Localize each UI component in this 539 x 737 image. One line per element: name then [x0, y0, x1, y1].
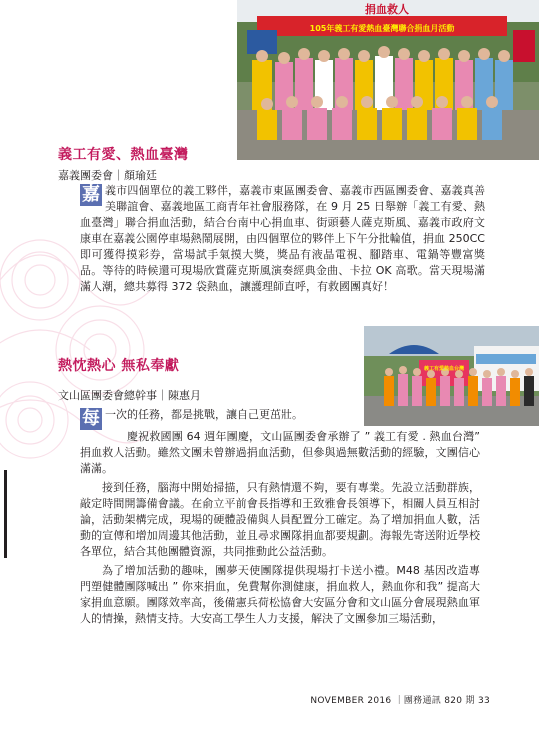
article2-first-line: 一次的任務，都是挑戰，讓自己更茁壯。	[105, 408, 303, 421]
article2-paragraph-3: 為了增加活動的趣味，團夢天使團隊提供現場打卡送小禮。M48 基因改造專門塑健體團隊喊出 ” 你來捐血，免費幫你測健康，捐血救人，熱血你和我” 提高大家捐血意願。團隊效率高，後備憲兵荷松協會大安區分會和文山區分會展現熱血軍人的情操，熱情支持。大安高工學生人力支援，解決了文團參加三場活動，	[80, 564, 480, 625]
margin-rule	[4, 470, 7, 558]
article1-dropcap: 嘉	[82, 184, 100, 205]
page-footer: NOVEMBER 2016 ｜團務通訊 820 期 33	[310, 696, 490, 706]
article2-paragraph-2: 接到任務，腦海中開始掃描，只有熱情還不夠，要有專業。先設立活動群族，敲定時間開籌備會議。在俞立平前會長指導和王致雅會長領導下，相關人員互相討論，活動架構完成，現場的硬體設備與人員配置分工確定。為了增加捐血人數，活動的宣傳和增加周邊其他活動，並且尋求團隊捐血都要規劃。海報先寄送附近學校各單位，結合其他團體資源，共同推動此公益活動。	[80, 481, 480, 558]
photo2-banner-text: 義工有愛熱血台灣	[423, 366, 465, 372]
photo1-banner-text: 105年義工有愛熱血臺灣聯合捐血月活動	[309, 24, 455, 33]
article2-title: 熱忱熱心 無私奉獻	[58, 358, 180, 374]
article2-paragraph-1: 慶祝救國團 64 週年團慶，文山區團委會承辦了 ” 義工有愛 . 熱血台灣” 捐血救人活動。雖然文團未曾辦過捐血活動，但參與過無數活動的經驗，文團信心滿滿。	[80, 430, 480, 475]
photo1-header-text: 捐血救人	[365, 3, 409, 16]
article1-title: 義工有愛、熱血臺灣	[58, 147, 189, 163]
group-photo-blood-drive	[237, 0, 539, 160]
article2-byline: 文山區團委會總幹事｜陳惠月	[58, 389, 201, 402]
article2-dropcap: 每	[82, 408, 100, 429]
article1-byline: 嘉義團委會｜顏瑜廷	[58, 169, 157, 182]
article2-body	[80, 407, 480, 627]
article1-body-text: 義市四個單位的義工夥伴，嘉義市東區團委會、嘉義市西區團委會、嘉義真善美聯誼會、嘉義地區工商青年社會服務隊，在 9 月 25 日舉辦「義工有愛、熱血臺灣」聯合捐血活動，結合台南中心捐血車、街頭藝人薩克斯風、嘉義市政府文康車在嘉義公園停車場熱鬧展開，由四個單位的夥伴上下午分批輪值，捐血 250CC 即可獲得摸彩券，當場試手氣摸大獎，獎品有液晶電視、腳踏車、電鍋等豐富獎品。等待的時候還可現場欣賞薩克斯風演奏經典金曲、卡拉 OK 高歌。當天現場滿滿人潮，總共募得 372 袋熱血，讓護理師直呼，有救國團真好！	[80, 184, 485, 293]
article1-body	[80, 183, 485, 295]
